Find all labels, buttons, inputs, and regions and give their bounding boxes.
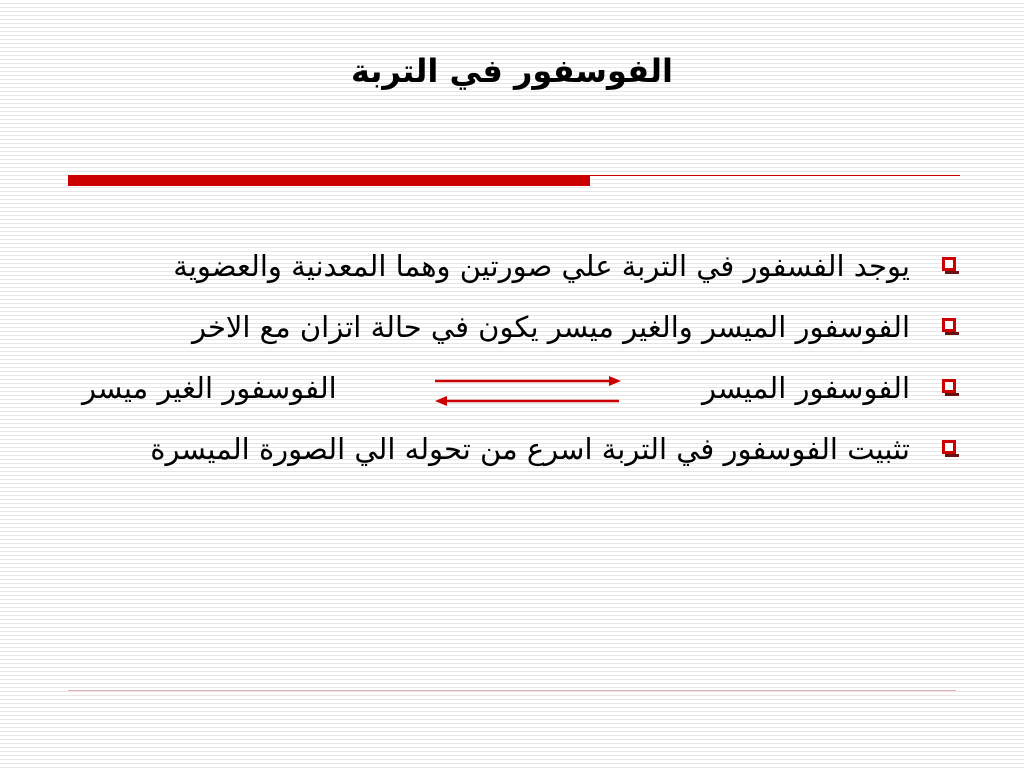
hollow-square-icon — [942, 379, 956, 393]
bullet-item — [58, 423, 960, 476]
slide-title: الفوسفور في التربة — [350, 52, 674, 90]
equilibrium-left-term: الفوسفور الغير ميسر — [82, 371, 337, 405]
bullet-item — [58, 301, 960, 354]
footer-divider — [68, 690, 956, 691]
title-underline-thick — [68, 175, 590, 186]
title-underline-thin — [590, 175, 960, 176]
bullet-item-equilibrium — [58, 362, 960, 415]
bullet-text: الفوسفور الميسر والغير ميسر يكون في حالة اتزان مع الاخر — [191, 310, 910, 344]
bullet-text: يوجد الفسفور في التربة علي صورتين وهما المعدنية والعضوية — [173, 249, 910, 283]
bullet-list — [58, 240, 960, 484]
hollow-square-icon — [942, 257, 956, 271]
equilibrium-right-term: الفوسفور الميسر — [702, 371, 910, 405]
reversible-arrows-icon — [433, 370, 623, 410]
hollow-square-icon — [942, 440, 956, 454]
bullet-text: تثبيت الفوسفور في التربة اسرع من تحوله الي الصورة الميسرة — [150, 432, 910, 466]
bullet-item — [58, 240, 960, 293]
hollow-square-icon — [942, 318, 956, 332]
